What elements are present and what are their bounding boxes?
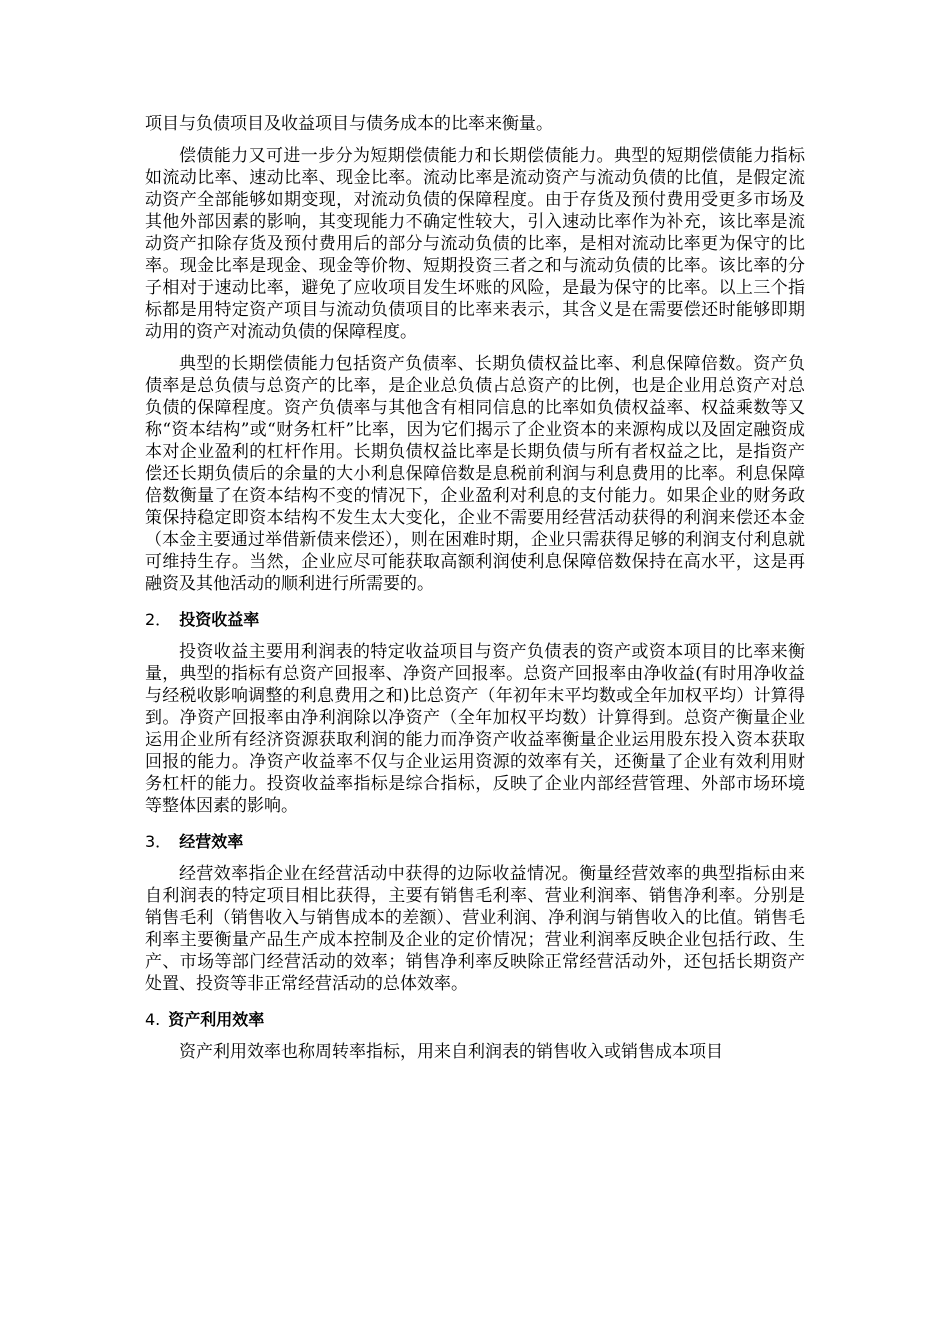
section-heading-operating-efficiency [145, 831, 805, 853]
section-number: 3． [145, 832, 172, 851]
section-title: 经营效率 [179, 832, 244, 851]
section-heading-investment-return [145, 609, 805, 631]
paragraph-asset-utilization: 资产利用效率也称周转率指标，用来自利润表的销售收入或销售成本项目 [179, 1042, 723, 1062]
section-number: 4. [145, 1010, 161, 1029]
paragraph-investment-return: 投资收益主要用利润表的特定收益项目与资产负债表的资产或资本项目的比率来衡量，典型的指标有总资产回报率、净资产回报率。总资产回报率由净收益(有时用净收益与经税收影响调整的利息费用之和)比总资产（年初年末平均数或全年加权平均）计算得到。净资产回报率由净利润除以净资产（全年加权平均数）计算得到。总资产衡量企业运用企业所有经济资源获取利润的能力而净资产收益率衡量企业运用股东投入资本获取回报的能力。净资产收益率不仅与企业运用资源的效率有关，还衡量了企业有效利用财务杠杆的能力。投资收益率指标是综合指标，反映了企业内部经营管理、外部市场环境等整体因素的影响。 [145, 642, 805, 816]
section-heading-asset-utilization [145, 1009, 805, 1031]
section-title: 资产利用效率 [168, 1010, 265, 1029]
paragraph-continuation: 项目与负债项目及收益项目与债务成本的比率来衡量。 [145, 114, 553, 134]
section-title: 投资收益率 [179, 610, 260, 629]
paragraph-operating-efficiency: 经营效率指企业在经营活动中获得的边际收益情况。衡量经营效率的典型指标由来自利润表的特定项目相比获得，主要有销售毛利率、营业利润率、销售净利率。分别是销售毛利（销售收入与销售成本的差额）、营业利润、净利润与销售收入的比值。销售毛利率主要衡量产品生产成本控制及企业的定价情况；营业利润率反映企业包括行政、生产、市场等部门经营活动的效率；销售净利率反映除正常经营活动外，还包括长期资产处置、投资等非正常经营活动的总体效率。 [145, 864, 805, 994]
document-page [145, 113, 805, 1063]
section-number: 2． [145, 610, 172, 629]
paragraph-short-term-solvency: 偿债能力又可进一步分为短期偿债能力和长期偿债能力。典型的短期偿债能力指标如流动比率、速动比率、现金比率。流动比率是流动资产与流动负债的比值，是假定流动资产全部能够如期变现，对流动负债的保障程度。由于存货及预付费用受更多市场及其他外部因素的影响，其变现能力不确定性较大，引入速动比率作为补充，该比率是流动资产扣除存货及预付费用后的部分与流动负债的比率，是相对流动比率更为保守的比率。现金比率是现金、现金等价物、短期投资三者之和与流动负债的比率。该比率的分子相对于速动比率，避免了应收项目发生坏账的风险，是最为保守的比率。以上三个指标都是用特定资产项目与流动负债项目的比率来表示，其含义是在需要偿还时能够即期动用的资产对流动负债的保障程度。 [145, 146, 805, 342]
paragraph-long-term-solvency: 典型的长期偿债能力包括资产负债率、长期负债权益比率、利息保障倍数。资产负债率是总负债与总资产的比率，是企业总负债占总资产的比例，也是企业用总资产对总负债的保障程度。资产负债率与其他含有相同信息的比率如负债权益率、权益乘数等又称“资本结构”或“财务杠杆”比率，因为它们揭示了企业资本的来源构成以及固定融资成本对企业盈利的杠杆作用。长期负债权益比率是长期负债与所有者权益之比，是指资产偿还长期负债后的余量的大小利息保障倍数是息税前利润与利息费用的比率。利息保障倍数衡量了在资本结构不变的情况下，企业盈利对利息的支付能力。如果企业的财务政策保持稳定即资本结构不发生太大变化，企业不需要用经营活动获得的利润来偿还本金（本金主要通过举借新债来偿还），则在困难时期，企业只需获得足够的利润支付利息就可维持生存。当然，企业应尽可能获取高额利润使利息保障倍数保持在高水平，这是再融资及其他活动的顺利进行所需要的。 [145, 354, 805, 594]
